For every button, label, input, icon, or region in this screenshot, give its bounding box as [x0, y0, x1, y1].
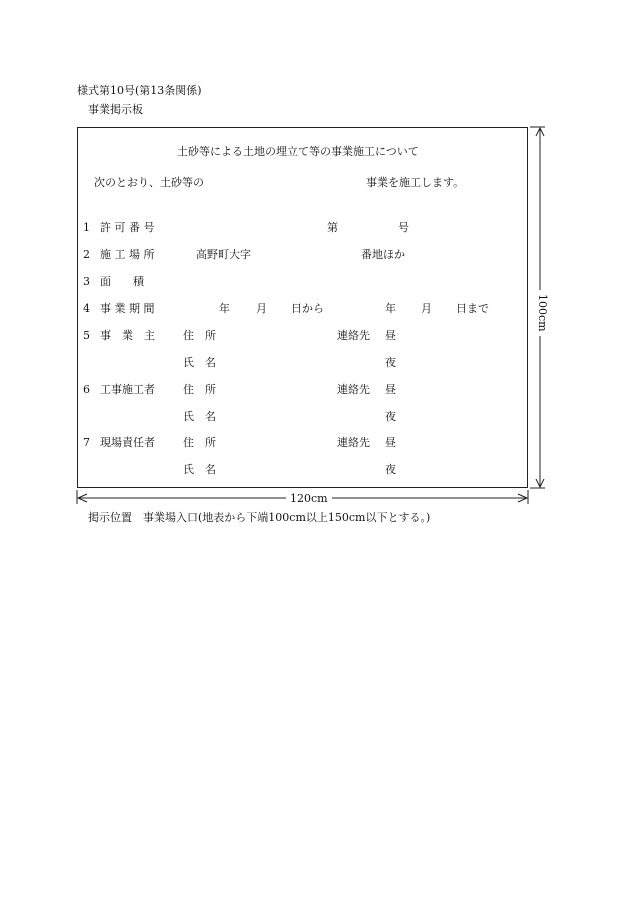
- start-year: 年: [219, 302, 230, 315]
- row-label: 現場責任者: [100, 436, 155, 449]
- row-label: 面 積: [100, 275, 144, 288]
- row-number: 2: [83, 248, 90, 261]
- intro-right: 事業を施工します。: [366, 176, 465, 189]
- row-number: 5: [83, 329, 90, 342]
- permit-suffix: 号: [398, 221, 409, 234]
- contact-label: 連絡先: [337, 383, 370, 396]
- row-number: 1: [83, 221, 90, 234]
- daytime-label: 昼: [385, 329, 396, 342]
- end-month: 月: [421, 302, 432, 315]
- start-day: 日から: [291, 302, 324, 315]
- contact-label: 連絡先: [337, 436, 370, 449]
- board-title: 土砂等による土地の埋立て等の事業施工について: [177, 145, 419, 158]
- row-label: 施 工 場 所: [100, 248, 155, 261]
- daytime-label: 昼: [385, 383, 396, 396]
- form-title: 事業掲示板: [88, 103, 143, 116]
- row-number: 4: [83, 302, 90, 315]
- name-label: 氏 名: [183, 356, 216, 369]
- permit-prefix: 第: [327, 221, 338, 234]
- form-number: 様式第10号(第13条関係): [77, 84, 202, 97]
- row-label: 事 業 期 間: [100, 302, 155, 315]
- width-dimension-label: 120cm: [286, 493, 332, 504]
- night-label: 夜: [385, 463, 396, 476]
- posting-position-note: 掲示位置 事業場入口(地表から下端100cm以上150cm以下とする。): [88, 511, 431, 524]
- name-label: 氏 名: [183, 463, 216, 476]
- contact-label: 連絡先: [337, 329, 370, 342]
- end-day: 日まで: [456, 302, 489, 315]
- row-label: 許 可 番 号: [100, 221, 155, 234]
- start-month: 月: [256, 302, 267, 315]
- row-label: 事 業 主: [100, 329, 155, 342]
- row-number: 6: [83, 383, 90, 396]
- end-year: 年: [385, 302, 396, 315]
- row-label: 工事施工者: [100, 383, 155, 396]
- address-label: 住 所: [183, 383, 216, 396]
- site-location: 高野町大字: [196, 248, 251, 261]
- height-dimension-label: 100cm: [537, 290, 548, 336]
- address-label: 住 所: [183, 436, 216, 449]
- night-label: 夜: [385, 410, 396, 423]
- address-label: 住 所: [183, 329, 216, 342]
- intro-left: 次のとおり、土砂等の: [94, 176, 204, 189]
- site-suffix: 番地ほか: [361, 248, 405, 261]
- row-number: 3: [83, 275, 90, 288]
- night-label: 夜: [385, 356, 396, 369]
- name-label: 氏 名: [183, 410, 216, 423]
- daytime-label: 昼: [385, 436, 396, 449]
- row-number: 7: [83, 436, 90, 449]
